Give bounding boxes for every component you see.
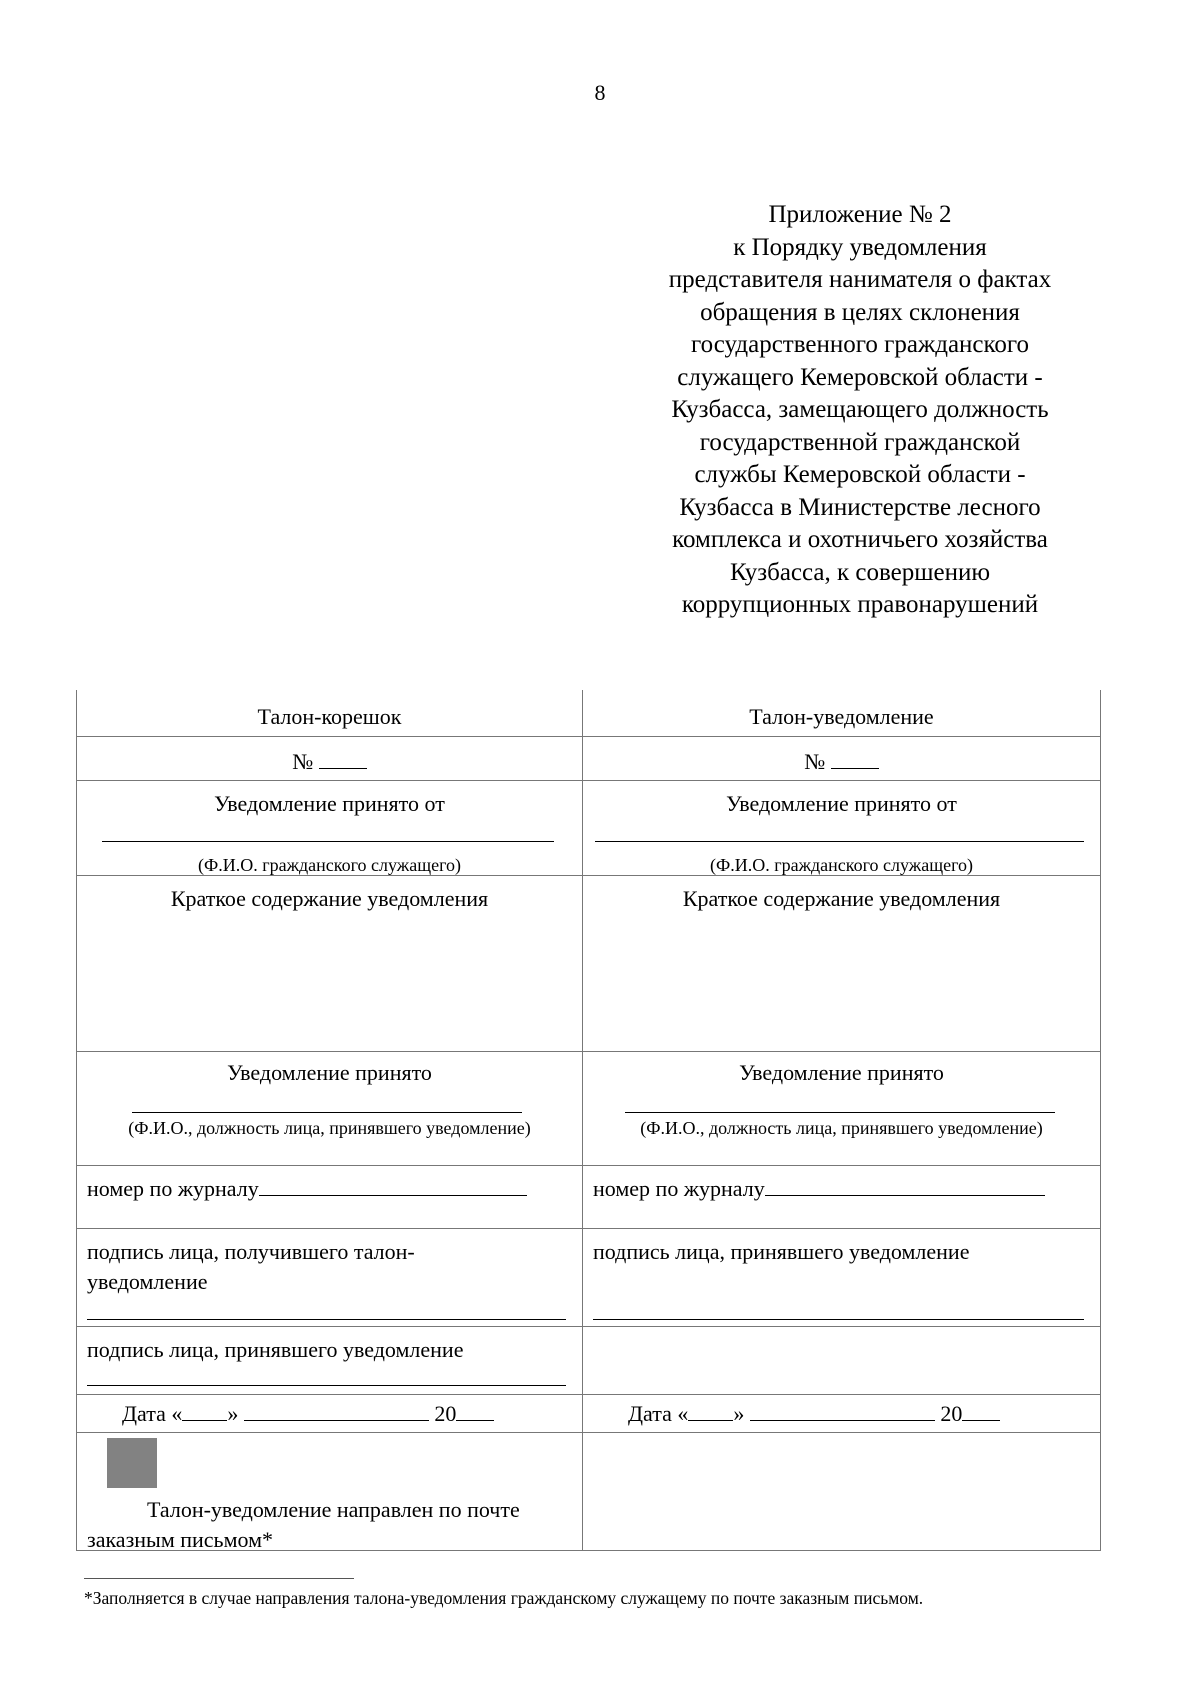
fio-blank[interactable] xyxy=(102,841,554,842)
footnote-divider xyxy=(84,1578,354,1579)
appendix-line: коррупционных правонарушений xyxy=(681,591,1039,618)
signature-blank[interactable] xyxy=(593,1319,1084,1320)
appendix-line: государственной гражданской xyxy=(699,428,1021,456)
number-blank[interactable] xyxy=(319,750,367,769)
notice-accepted xyxy=(583,1051,1101,1165)
stub-number xyxy=(77,736,583,780)
accepted-hint: (Ф.И.О., должность лица, принявшего уведомление) xyxy=(640,1117,1043,1138)
date-label: Дата « xyxy=(628,1400,689,1426)
mail-checkbox[interactable] xyxy=(107,1438,157,1488)
accepted-blank[interactable] xyxy=(132,1112,522,1113)
stub-title: Талон-корешок xyxy=(77,690,583,736)
signature-label: подпись лица, принявшего уведомление xyxy=(87,1336,464,1362)
date-label: Дата « xyxy=(122,1400,183,1426)
journal-blank[interactable] xyxy=(765,1177,1045,1196)
signature-blank[interactable] xyxy=(87,1385,566,1386)
stub-accepted xyxy=(77,1051,583,1165)
signature-blank[interactable] xyxy=(87,1319,566,1320)
accepted-label: Уведомление принято xyxy=(739,1059,944,1085)
year-blank[interactable] xyxy=(456,1402,494,1421)
stub-journal-number xyxy=(77,1165,583,1228)
stub-summary: Краткое содержание уведомления xyxy=(77,875,583,1051)
appendix-line: Кузбасса, замещающего должность xyxy=(671,396,1049,423)
received-from-label: Уведомление принято от xyxy=(214,790,445,816)
day-blank[interactable] xyxy=(182,1402,227,1421)
journal-label: номер по журналу xyxy=(593,1175,765,1201)
appendix-line: службы Кемеровской области - xyxy=(694,461,1026,488)
journal-blank[interactable] xyxy=(259,1177,527,1196)
date-year: 20 xyxy=(940,1400,963,1426)
number-blank[interactable] xyxy=(831,750,879,769)
date-year: 20 xyxy=(434,1400,457,1426)
notice-date xyxy=(583,1394,1101,1432)
notice-signature-acceptor xyxy=(583,1228,1101,1326)
stub-date xyxy=(77,1394,583,1432)
fio-hint: (Ф.И.О. гражданского служащего) xyxy=(710,854,973,875)
date-quote: » xyxy=(733,1400,745,1426)
month-blank[interactable] xyxy=(750,1402,935,1421)
appendix-line: Кузбасса, к совершению xyxy=(729,558,991,586)
fio-hint: (Ф.И.О. гражданского служащего) xyxy=(198,854,461,875)
notice-summary: Краткое содержание уведомления xyxy=(583,875,1101,1051)
appendix-header xyxy=(630,199,1090,622)
notice-journal-number xyxy=(583,1165,1101,1228)
notice-empty-mail-cell xyxy=(583,1432,1101,1550)
notice-received-from xyxy=(583,780,1101,875)
year-blank[interactable] xyxy=(962,1402,1000,1421)
appendix-line: Кузбасса в Министерстве лесного xyxy=(679,493,1041,521)
fio-blank[interactable] xyxy=(595,841,1084,842)
number-label: № xyxy=(292,748,314,774)
appendix-line: служащего Кемеровской области - xyxy=(677,363,1043,391)
notice-number xyxy=(583,736,1101,780)
appendix-line: Приложение № 2 xyxy=(768,201,952,228)
mail-note-line: Талон-уведомление направлен по почте xyxy=(147,1496,520,1522)
signature-label: уведомление xyxy=(87,1268,208,1294)
appendix-line: государственного гражданского xyxy=(690,331,1030,358)
mail-note-text xyxy=(87,1495,572,1555)
stub-signature-receiver xyxy=(77,1228,583,1326)
appendix-line: комплекса и охотничьего хозяйства xyxy=(672,526,1048,553)
month-blank[interactable] xyxy=(244,1402,429,1421)
number-label: № xyxy=(804,748,826,774)
accepted-label: Уведомление принято xyxy=(227,1059,432,1085)
signature-label: подпись лица, получившего талон- xyxy=(87,1238,415,1264)
footnote: *Заполняется в случае направления талона-уведомления гражданскому служащему по почте заказным письмом. xyxy=(84,1588,924,1608)
appendix-line: обращения в целях склонения xyxy=(700,298,1020,326)
accepted-hint: (Ф.И.О., должность лица, принявшего уведомление) xyxy=(128,1117,531,1138)
day-blank[interactable] xyxy=(688,1402,733,1421)
received-from-label: Уведомление принято от xyxy=(726,790,957,816)
date-quote: » xyxy=(227,1400,239,1426)
appendix-line: представителя нанимателя о фактах xyxy=(668,266,1052,293)
appendix-line: к Порядку уведомления xyxy=(733,233,987,261)
signature-label: подпись лица, принявшего уведомление xyxy=(593,1238,970,1264)
accepted-blank[interactable] xyxy=(625,1112,1055,1113)
stub-received-from xyxy=(77,780,583,875)
notice-title: Талон-уведомление xyxy=(583,690,1101,736)
page-number: 8 xyxy=(594,80,606,105)
journal-label: номер по журналу xyxy=(87,1175,259,1201)
stub-signature-acceptor xyxy=(77,1326,583,1394)
stub-mail-note xyxy=(77,1432,583,1550)
notification-form-table xyxy=(76,690,1101,1551)
notice-empty-cell xyxy=(583,1326,1101,1394)
mail-note-line: заказным письмом* xyxy=(87,1526,274,1552)
